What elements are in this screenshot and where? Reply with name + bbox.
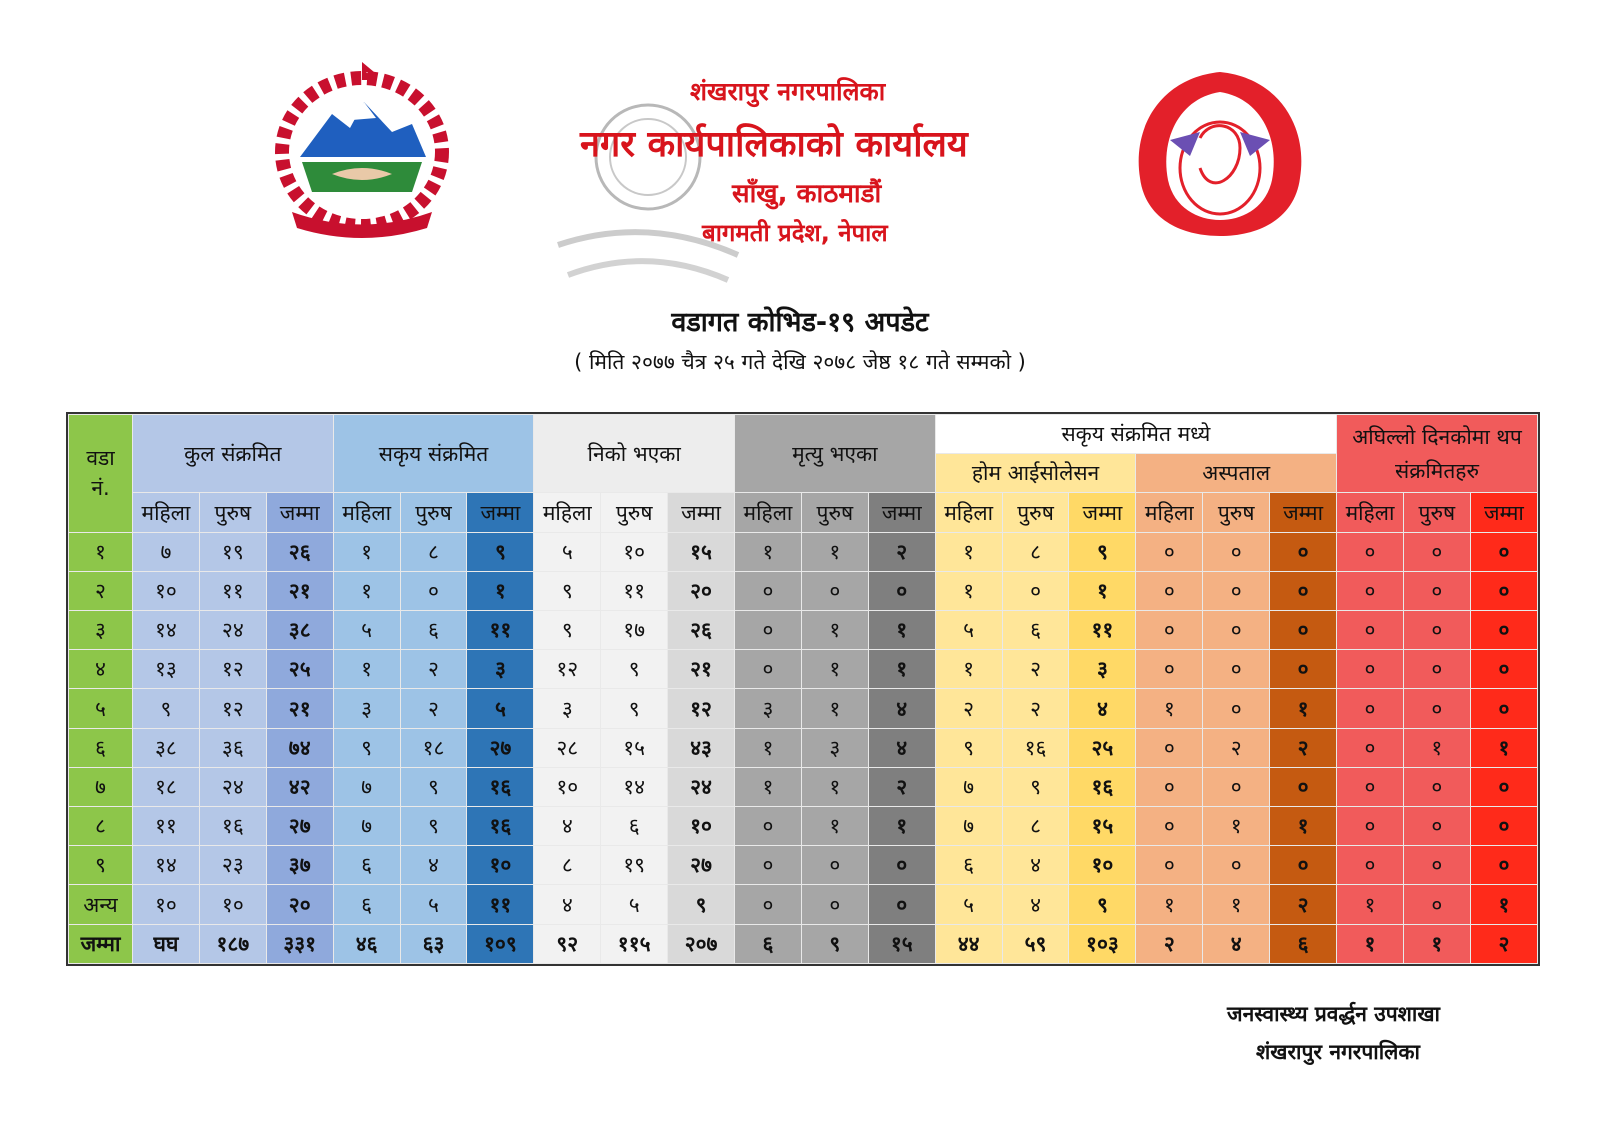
table-cell: २: [868, 532, 935, 571]
table-cell: ०: [1136, 767, 1203, 806]
table-cell: १०३: [1069, 924, 1136, 963]
subheader-female: महिला: [735, 493, 802, 532]
table-cell: १: [801, 689, 868, 728]
table-cell: ११५: [601, 924, 668, 963]
table-cell: १६: [1002, 728, 1069, 767]
table-cell: १५: [868, 924, 935, 963]
table-cell: १: [1203, 807, 1270, 846]
table-cell: २१: [266, 571, 333, 610]
table-cell: १६: [199, 807, 266, 846]
subheader-male: पुरुष: [601, 493, 668, 532]
table-cell: ९: [1069, 885, 1136, 924]
table-cell: २६: [668, 611, 735, 650]
table-cell: ०: [1136, 532, 1203, 571]
group-deaths: मृत्यु भएका: [735, 415, 936, 493]
table-row: [69, 846, 1538, 885]
table-cell: ४: [1069, 689, 1136, 728]
table-cell: ०: [1337, 689, 1404, 728]
table-cell: ३: [801, 728, 868, 767]
table-cell: ०: [1470, 650, 1537, 689]
table-cell: ७४: [266, 728, 333, 767]
subheader-total: जम्मा: [868, 493, 935, 532]
table-cell: ०: [1470, 767, 1537, 806]
table-cell: १: [801, 532, 868, 571]
subheader-total: जम्मा: [1270, 493, 1337, 532]
table-cell: ५: [333, 611, 400, 650]
table-cell: १६: [467, 807, 534, 846]
table-cell: १: [1069, 571, 1136, 610]
table-cell: ०: [735, 807, 802, 846]
table-cell: ०: [1270, 650, 1337, 689]
table-cell: १: [1470, 728, 1537, 767]
table-cell: ९: [534, 571, 601, 610]
table-cell: २७: [668, 846, 735, 885]
table-cell: ०: [1270, 767, 1337, 806]
table-cell: ४: [868, 728, 935, 767]
subheader-female: महिला: [534, 493, 601, 532]
table-cell: ८: [1002, 807, 1069, 846]
subheader-male: पुरुष: [1403, 493, 1470, 532]
table-cell: ०: [1270, 846, 1337, 885]
table-cell: ०: [1337, 611, 1404, 650]
table-cell: २५: [266, 650, 333, 689]
table-cell: १३: [133, 650, 200, 689]
table-cell: २: [1470, 924, 1537, 963]
date-range: ( मिति २०७७ चैत्र २५ गते देखि २०७८ जेष्ठ १८ गते सम्मको ): [574, 350, 1026, 374]
table-cell: ०: [400, 571, 467, 610]
ward-number: २: [69, 571, 133, 610]
subheader-female: महिला: [133, 493, 200, 532]
table-cell: ९: [467, 532, 534, 571]
table-cell: ०: [735, 611, 802, 650]
table-cell: ६: [1270, 924, 1337, 963]
table-cell: २०: [668, 571, 735, 610]
municipality-name: शंखरापुर नगरपालिका: [690, 77, 886, 106]
group-home-isolation: होम आईसोलेसन: [935, 454, 1136, 493]
table-cell: ५: [935, 611, 1002, 650]
table-cell: २०: [266, 885, 333, 924]
subheader-total: जम्मा: [1069, 493, 1136, 532]
table-cell: ११: [1069, 611, 1136, 650]
table-cell: १०: [199, 885, 266, 924]
table-cell: ०: [1203, 532, 1270, 571]
table-cell: ०: [735, 650, 802, 689]
table-cell: ९२: [534, 924, 601, 963]
page-title: वडागत कोभिड-१९ अपडेट: [671, 307, 929, 338]
table-cell: ०: [801, 846, 868, 885]
table-cell: ०: [735, 846, 802, 885]
table-cell: ०: [868, 846, 935, 885]
table-cell: ११: [467, 611, 534, 650]
table-cell: ४३: [668, 728, 735, 767]
table-cell: २: [868, 767, 935, 806]
ward-number: ४: [69, 650, 133, 689]
table-cell: १६: [467, 767, 534, 806]
table-cell: ०: [1337, 571, 1404, 610]
table-cell: ९: [534, 611, 601, 650]
table-cell: १०: [1069, 846, 1136, 885]
table-cell: ०: [735, 885, 802, 924]
table-cell: १: [333, 532, 400, 571]
subheader-female: महिला: [1136, 493, 1203, 532]
table-cell: ४: [1002, 846, 1069, 885]
table-cell: १०: [534, 767, 601, 806]
table-cell: २: [935, 689, 1002, 728]
table-cell: १: [935, 650, 1002, 689]
table-cell: २५: [1069, 728, 1136, 767]
table-cell: ४: [1203, 924, 1270, 963]
table-cell: १: [1470, 885, 1537, 924]
table-cell: १: [1403, 728, 1470, 767]
table-cell: ४: [868, 689, 935, 728]
table-cell: ४: [1002, 885, 1069, 924]
ward-number: ७: [69, 767, 133, 806]
table-cell: ०: [1470, 846, 1537, 885]
group-among-active: सकृय संक्रमित मध्ये: [935, 415, 1336, 454]
group-total-infected: कुल संक्रमित: [133, 415, 334, 493]
table-cell: १४: [133, 611, 200, 650]
table-cell: ९: [133, 689, 200, 728]
table-cell: ०: [1403, 571, 1470, 610]
table-cell: २: [1270, 885, 1337, 924]
table-cell: २: [400, 689, 467, 728]
subheader-female: महिला: [935, 493, 1002, 532]
table-cell: ०: [1337, 807, 1404, 846]
table-cell: ०: [1403, 611, 1470, 650]
table-cell: ०: [1203, 611, 1270, 650]
table-cell: ९: [801, 924, 868, 963]
table-cell: ३: [467, 650, 534, 689]
table-cell: ६: [333, 885, 400, 924]
table-cell: १०९: [467, 924, 534, 963]
table-cell: १८७: [199, 924, 266, 963]
table-cell: २४: [668, 767, 735, 806]
table-cell: ०: [801, 885, 868, 924]
table-cell: ३: [333, 689, 400, 728]
table-cell: ४: [534, 885, 601, 924]
total-row: [69, 924, 1538, 963]
table-cell: १०: [133, 885, 200, 924]
table-row: [69, 571, 1538, 610]
table-cell: ८: [400, 532, 467, 571]
ward-number: ६: [69, 728, 133, 767]
table-cell: ५: [534, 532, 601, 571]
subheader-male: पुरुष: [801, 493, 868, 532]
table-cell: ३३१: [266, 924, 333, 963]
ward-header: वडा नं.: [69, 415, 133, 533]
table-cell: ०: [1403, 885, 1470, 924]
ward-number: १: [69, 532, 133, 571]
table-cell: १: [1337, 924, 1404, 963]
table-cell: १: [868, 650, 935, 689]
table-cell: १८: [133, 767, 200, 806]
table-cell: ०: [1337, 846, 1404, 885]
table-cell: ७: [935, 767, 1002, 806]
table-cell: १४: [133, 846, 200, 885]
table-cell: घघ: [133, 924, 200, 963]
table-cell: ५: [935, 885, 1002, 924]
table-cell: २: [1136, 924, 1203, 963]
table-cell: ७: [133, 532, 200, 571]
table-cell: ९: [935, 728, 1002, 767]
table-cell: ३७: [266, 846, 333, 885]
group-hospital: अस्पताल: [1136, 454, 1337, 493]
table-cell: ३८: [266, 611, 333, 650]
table-cell: २३: [199, 846, 266, 885]
table-cell: १७: [601, 611, 668, 650]
ward-number: ५: [69, 689, 133, 728]
subheader-female: महिला: [333, 493, 400, 532]
subheader-female: महिला: [1337, 493, 1404, 532]
table-cell: ९: [601, 689, 668, 728]
office-name: नगर कार्यपालिकाको कार्यालय: [580, 124, 968, 165]
table-cell: ०: [1470, 807, 1537, 846]
subheader-total: जम्मा: [1470, 493, 1537, 532]
table-cell: ६: [333, 846, 400, 885]
footer-municipality: शंखरापुर नगरपालिका: [1256, 1040, 1420, 1064]
table-cell: २: [1002, 689, 1069, 728]
table-cell: ४: [534, 807, 601, 846]
table-cell: ०: [1337, 532, 1404, 571]
table-cell: ०: [1270, 532, 1337, 571]
table-cell: ०: [1270, 571, 1337, 610]
table-cell: ६: [601, 807, 668, 846]
ward-number: जम्मा: [69, 924, 133, 963]
table-cell: ३: [534, 689, 601, 728]
table-row: [69, 532, 1538, 571]
table-cell: ०: [1136, 571, 1203, 610]
table-cell: २: [400, 650, 467, 689]
table-cell: ९: [1002, 767, 1069, 806]
table-cell: १: [801, 807, 868, 846]
table-cell: १: [868, 611, 935, 650]
table-cell: २७: [266, 807, 333, 846]
table-cell: १: [801, 767, 868, 806]
table-cell: ०: [1203, 767, 1270, 806]
table-cell: ६: [1002, 611, 1069, 650]
table-cell: २६: [266, 532, 333, 571]
table-cell: ९: [400, 767, 467, 806]
table-cell: २१: [668, 650, 735, 689]
table-cell: ०: [801, 571, 868, 610]
table-cell: १: [735, 532, 802, 571]
table-cell: ११: [601, 571, 668, 610]
table-cell: ०: [1403, 650, 1470, 689]
table-cell: ७: [333, 767, 400, 806]
table-cell: २: [1270, 728, 1337, 767]
table-row: [69, 885, 1538, 924]
table-cell: ११: [467, 885, 534, 924]
table-cell: ६: [735, 924, 802, 963]
table-cell: ६: [400, 611, 467, 650]
group-recovered: निको भएका: [534, 415, 735, 493]
table-cell: २४: [199, 611, 266, 650]
table-cell: १०: [601, 532, 668, 571]
table-cell: ०: [1470, 532, 1537, 571]
table-cell: ०: [1403, 807, 1470, 846]
table-cell: १: [333, 650, 400, 689]
table-cell: १: [801, 611, 868, 650]
table-cell: १५: [601, 728, 668, 767]
table-cell: ०: [1270, 611, 1337, 650]
table-cell: २८: [534, 728, 601, 767]
table-cell: ०: [1337, 767, 1404, 806]
table-cell: ०: [1403, 846, 1470, 885]
table-cell: १२: [668, 689, 735, 728]
office-location: साँखु, काठमाडौं: [732, 179, 882, 209]
table-cell: १९: [601, 846, 668, 885]
table-cell: ०: [1470, 611, 1537, 650]
ward-number: ८: [69, 807, 133, 846]
table-cell: ०: [1403, 767, 1470, 806]
table-cell: ४४: [935, 924, 1002, 963]
table-cell: ०: [1203, 689, 1270, 728]
table-cell: ११: [199, 571, 266, 610]
table-cell: २१: [266, 689, 333, 728]
table-cell: ११: [133, 807, 200, 846]
table-cell: १: [1203, 885, 1270, 924]
table-cell: २: [1002, 650, 1069, 689]
table-cell: ४: [400, 846, 467, 885]
table-cell: १६: [1069, 767, 1136, 806]
table-cell: ३६: [199, 728, 266, 767]
table-cell: ४२: [266, 767, 333, 806]
table-cell: ०: [1470, 689, 1537, 728]
table-cell: १४: [601, 767, 668, 806]
table-cell: ५: [400, 885, 467, 924]
table-cell: १२: [199, 650, 266, 689]
table-cell: १: [467, 571, 534, 610]
ward-number: ३: [69, 611, 133, 650]
table-cell: १: [333, 571, 400, 610]
table-cell: ०: [1337, 728, 1404, 767]
table-cell: ०: [1136, 650, 1203, 689]
table-cell: १९: [199, 532, 266, 571]
table-cell: ०: [1203, 650, 1270, 689]
table-cell: ९: [333, 728, 400, 767]
table-cell: १: [1136, 885, 1203, 924]
table-cell: ०: [1136, 728, 1203, 767]
table-cell: १: [1270, 807, 1337, 846]
table-row: [69, 728, 1538, 767]
table-cell: ०: [1203, 571, 1270, 610]
table-cell: १२: [199, 689, 266, 728]
table-cell: ०: [1403, 532, 1470, 571]
table-row: [69, 767, 1538, 806]
subheader-total: जम्मा: [266, 493, 333, 532]
table-cell: ७: [935, 807, 1002, 846]
table-cell: २: [1203, 728, 1270, 767]
table-cell: १५: [1069, 807, 1136, 846]
table-cell: ८: [1002, 532, 1069, 571]
table-cell: ८: [534, 846, 601, 885]
group-new-prev-day: अघिल्लो दिनकोमा थप संक्रमितहरु: [1337, 415, 1538, 493]
table-cell: १५: [668, 532, 735, 571]
table-cell: १०: [133, 571, 200, 610]
table-cell: १०: [467, 846, 534, 885]
subheader-total: जम्मा: [467, 493, 534, 532]
table-cell: १: [1337, 885, 1404, 924]
table-cell: १: [935, 571, 1002, 610]
table-cell: २४: [199, 767, 266, 806]
table-cell: १: [868, 807, 935, 846]
table-cell: ३८: [133, 728, 200, 767]
table-cell: २७: [467, 728, 534, 767]
table-cell: ३: [1069, 650, 1136, 689]
table-cell: ७: [333, 807, 400, 846]
table-cell: १८: [400, 728, 467, 767]
table-cell: ५९: [1002, 924, 1069, 963]
table-cell: १: [1270, 689, 1337, 728]
table-cell: ०: [1337, 650, 1404, 689]
table-cell: १२: [534, 650, 601, 689]
footer-department: जनस्वास्थ्य प्रवर्द्धन उपशाखा: [1226, 1002, 1440, 1026]
table-cell: १: [935, 532, 1002, 571]
subheader-male: पुरुष: [400, 493, 467, 532]
table-cell: १: [735, 728, 802, 767]
office-province: बागमती प्रदेश, नेपाल: [702, 219, 888, 247]
table-row: [69, 650, 1538, 689]
table-cell: १: [735, 767, 802, 806]
table-row: [69, 689, 1538, 728]
table-cell: ०: [735, 571, 802, 610]
table-cell: ९: [400, 807, 467, 846]
ward-number: ९: [69, 846, 133, 885]
table-cell: ५: [601, 885, 668, 924]
table-cell: ०: [1136, 846, 1203, 885]
table-row: [69, 611, 1538, 650]
subheader-male: पुरुष: [1203, 493, 1270, 532]
group-active: सकृय संक्रमित: [333, 415, 534, 493]
table-cell: ०: [868, 885, 935, 924]
table-cell: ९: [668, 885, 735, 924]
table-cell: ९: [1069, 532, 1136, 571]
ward-number: अन्य: [69, 885, 133, 924]
table-cell: ०: [1403, 689, 1470, 728]
table-cell: ६३: [400, 924, 467, 963]
table-cell: ०: [1136, 611, 1203, 650]
subheader-male: पुरुष: [199, 493, 266, 532]
table-cell: १: [1136, 689, 1203, 728]
table-cell: ०: [1136, 807, 1203, 846]
table-row: [69, 807, 1538, 846]
table-cell: ५: [467, 689, 534, 728]
subheader-male: पुरुष: [1002, 493, 1069, 532]
table-cell: ९: [601, 650, 668, 689]
table-cell: ४६: [333, 924, 400, 963]
conch-shell-logo: [1130, 68, 1310, 240]
table-cell: ३: [735, 689, 802, 728]
table-cell: ०: [1203, 846, 1270, 885]
table-cell: ०: [868, 571, 935, 610]
table-cell: २०७: [668, 924, 735, 963]
table-cell: १: [801, 650, 868, 689]
table-cell: ६: [935, 846, 1002, 885]
covid-ward-table: [68, 414, 1538, 964]
subheader-total: जम्मा: [668, 493, 735, 532]
table-cell: १: [1403, 924, 1470, 963]
table-cell: १०: [668, 807, 735, 846]
nepal-emblem-logo: [262, 62, 462, 242]
table-cell: ०: [1470, 571, 1537, 610]
table-cell: ०: [1002, 571, 1069, 610]
